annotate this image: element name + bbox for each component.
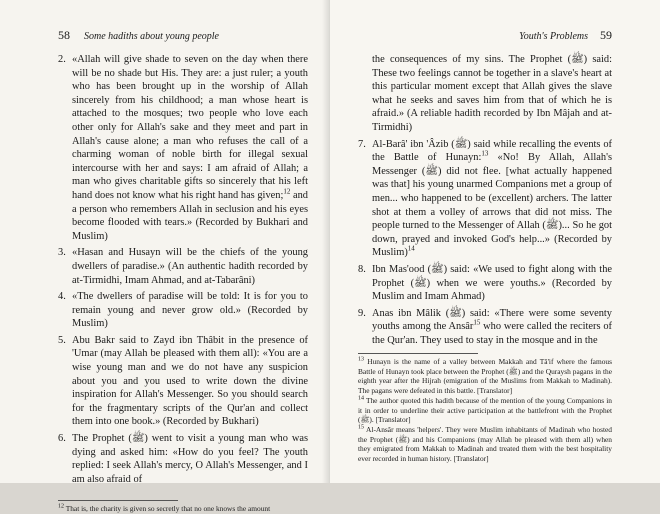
- item-number: 9.: [358, 307, 366, 319]
- hadith-item: [358, 138, 612, 260]
- hadith-item: [58, 53, 308, 243]
- item-number: 2.: [58, 54, 66, 65]
- footnote-ref[interactable]: 13: [481, 149, 489, 158]
- item-text: Ibn Mas'ood (ﷺ) said: «We used to fight along with the Prophet (ﷺ) when we were youths.» (Recorded by Muslim and Imam Ahmad): [372, 263, 612, 303]
- right-page-header: [358, 28, 612, 43]
- footnote: $^{13}$ Hunayn is the name of a valley between Makkah and Tâ'if where the famous Battle of Hunayn took place between the Prophet (ﷺ) and the Quraysh pagans in the eighth year after the Hijrah (emigration of the Muslims from Makkah to Madinah). The pagans were defeated in this battle. [Translator]: [358, 357, 612, 395]
- item-text: Abu Bakr said to Zayd ibn Thâbit in the presence of 'Umar (may Allah be pleased with them all): «You are a wise young man and we do not have any suspicion about you and you used to write down the divine inspiration for Allah's Messenger. So you should search for the fragmentary scripts of the Qur'an and collect them into one book.» (Recorded by Bukhari): [72, 334, 308, 428]
- continued-item: [358, 53, 612, 135]
- right-page-body: [358, 53, 612, 347]
- footnote-ref[interactable]: 14: [407, 244, 415, 253]
- running-title: Youth's Problems: [519, 31, 588, 42]
- left-page-header: [58, 28, 308, 43]
- footnote: $^{14}$ The author quoted this hadith because of the mention of the young Companions in it in order to underline their active participation at the battlefront with the Prophet (ﷺ). [Translator]: [358, 395, 612, 424]
- hadith-item: [58, 334, 308, 429]
- item-text: «Allah will give shade to seven on the day when there will be no shade but His. They are: a just ruler; a youth who has been brought up in the worship of Allah sincerely from his childhood; a man whose heart is attached to the mosques; two people who love each other only for Allah's sake and they meet and part in Allah's cause alone; a man who refuses the call of a charming woman of noble birth for illegal sexual intercourse with her and says: I am afraid of Allah; a man who gives charitable gifts so sincerely that his left hand does not know what his right hand has given;$^{12}$ and a person who remembers Allah in seclusion and his eyes become flooded with tears.» (Recorded by Bukhari and Muslim): [72, 54, 308, 242]
- hadith-item: [58, 246, 308, 287]
- footnote-divider: [58, 500, 178, 501]
- footnote-ref[interactable]: 12: [283, 187, 291, 196]
- item-text: Anas ibn Mâlik (ﷺ) said: «There were some seventy youths among the Ansâr$^{15}$ who were called the reciters of the Qur'an. They used to stay in the mosque and in the: [372, 307, 612, 346]
- hadith-item: [358, 307, 612, 348]
- left-page-body: [58, 53, 308, 486]
- running-title: Some hadiths about young people: [84, 31, 219, 42]
- footnote-divider: [358, 353, 478, 354]
- page-number: 59: [600, 28, 612, 42]
- footnote: $^{12}$ That is, the charity is given so secretly that no one knows the amount: [58, 503, 271, 514]
- item-text: «The dwellers of paradise will be told: It is for you to remain young and never grow old.» (Recorded by Muslim): [72, 291, 308, 330]
- item-text: «Hasan and Husayn will be the chiefs of the young dwellers of paradise.» (An authentic hadith recorded by at-Tirmidhi, Imam Ahmad, and at-Tabarâni): [72, 247, 308, 286]
- hadith-item: [58, 432, 308, 486]
- footnote: $^{15}$ Al-Ansâr means 'helpers'. They were Muslim inhabitants of Madinah who hosted the Prophet (ﷺ) and his Companions (may Allah be pleased with them all) when they emigrated from Makkah to Madinah and treated them with the best hospitality ever recorded in human history. [Translator]: [358, 424, 612, 463]
- continued-text: the consequences of my sins. The Prophet (ﷺ) said: These two feelings cannot be together in a slave's heart at this particular moment except that Allah gives the slave what he seeks and saves him from that of which he is afraid.» (A reliable hadith recorded by Ibn Mâjah and at-Tirmidhi): [372, 54, 613, 133]
- item-number: 8.: [358, 263, 366, 275]
- item-number: 6.: [58, 433, 66, 445]
- item-text: The Prophet (ﷺ) went to visit a young man who was dying and asked him: «How do you feel? The youth replied: I seek Allah's mercy, O Allah's Messenger, and I am also afraid of: [72, 433, 309, 485]
- hadith-item: [58, 290, 308, 331]
- item-number: 4.: [58, 291, 66, 303]
- item-number: 7.: [358, 138, 366, 150]
- hadith-item: [358, 263, 612, 304]
- right-page: [330, 0, 660, 483]
- footnote-ref[interactable]: 15: [473, 318, 481, 327]
- item-text: Al-Barâ' ibn 'Âzib (ﷺ) said while recalling the events of the Battle of Hunayn:$^{13}$ «No! By Allah, Allah's Messenger (ﷺ) did not flee. [what actually happened was that] his young unarmed Companions met a group of men... who happened to be (excellent) archers. The latter shot at them a volley of arrows that did not miss. The people turned to the Messenger of Allah (ﷺ)... So he got down, prayed and invoked God's help...» (Recorded by Muslim)$^{14}$: [372, 138, 613, 259]
- item-number: 5.: [58, 334, 66, 346]
- item-number: 3.: [58, 247, 66, 259]
- page-number: 58: [58, 28, 70, 42]
